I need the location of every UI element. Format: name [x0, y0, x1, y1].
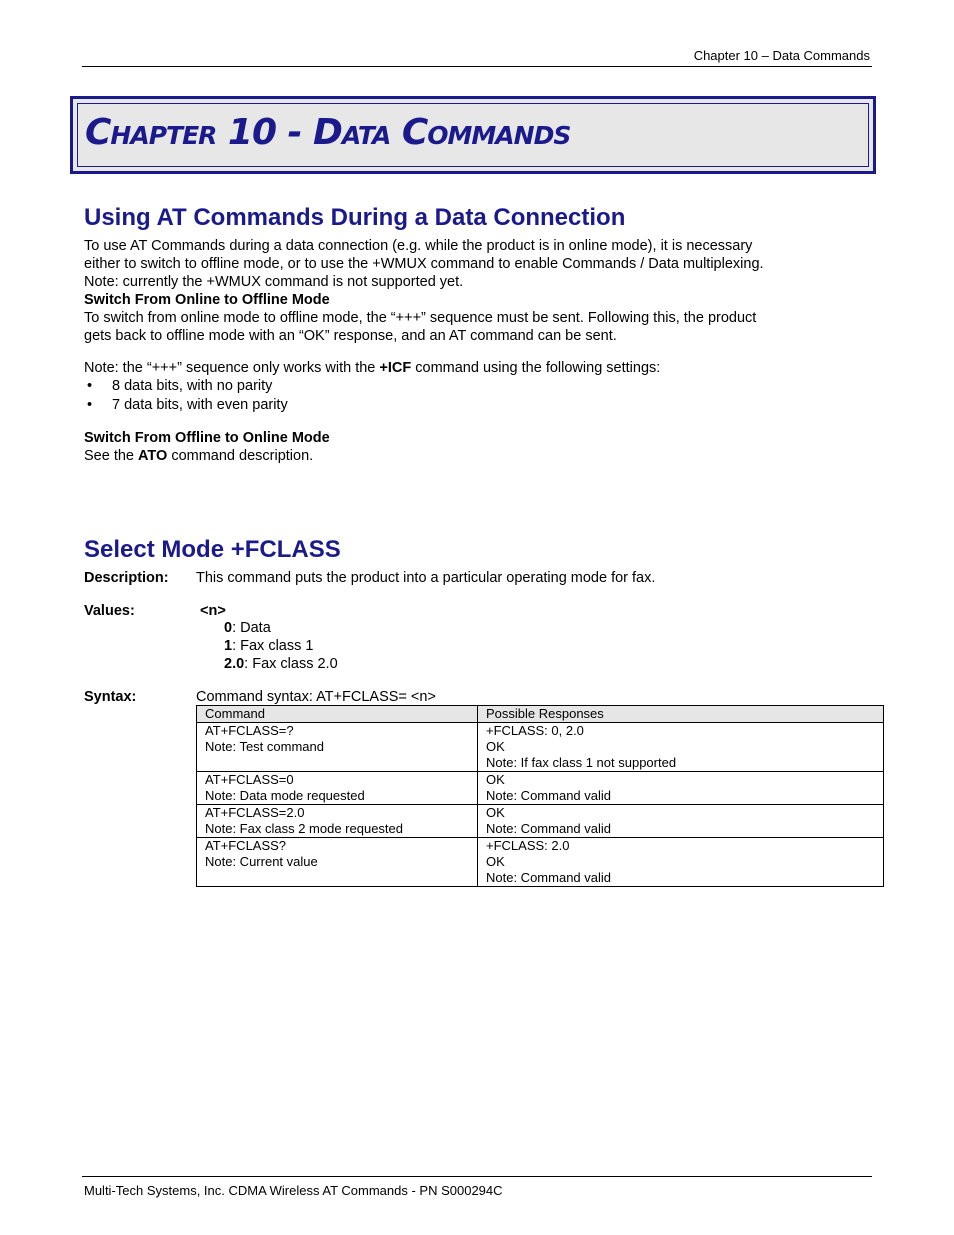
body-line: gets back to offline mode with an “OK” response, and an AT command can be sent. [84, 328, 617, 344]
table-cell-command [197, 723, 478, 772]
ato-suffix: command description. [167, 448, 314, 464]
table-cell-responses [478, 805, 884, 838]
description-label: Description: [84, 570, 169, 586]
cell-line: OK [486, 772, 505, 787]
cell-line: AT+FCLASS? [205, 838, 287, 853]
table-row [197, 805, 884, 838]
note-suffix: command using the following settings: [411, 360, 661, 376]
value-text: : Fax class 1 [232, 638, 314, 654]
body-line: To switch from online mode to offline mode, the “+++” sequence must be sent. Following this, the product [84, 310, 757, 326]
settings-bullet-list [84, 377, 288, 415]
cell-line: Note: Fax class 2 mode requested [205, 821, 403, 836]
intro-line: either to switch to offline mode, or to use the +WMUX command to enable Commands / Data multiplexing. [84, 256, 764, 272]
values-label: Values: [84, 603, 135, 619]
icf-note [84, 359, 844, 377]
intro-line: To use AT Commands during a data connection (e.g. while the product is in online mode), it is necessary [84, 238, 753, 254]
value-key: 2.0 [224, 656, 245, 672]
table-cell-responses [478, 723, 884, 772]
footer-rule [82, 1176, 872, 1177]
intro-line: Note: currently the +WMUX command is not supported yet. [84, 274, 464, 290]
syntax-label: Syntax: [84, 689, 137, 705]
cell-line: Note: If fax class 1 not supported [486, 755, 677, 770]
table-row [197, 772, 884, 805]
table-cell-command [197, 805, 478, 838]
table-cell-command [197, 772, 478, 805]
cell-line: OK [486, 805, 505, 820]
ato-reference [84, 447, 844, 465]
bullet-item: • 8 data bits, with no parity [84, 377, 288, 396]
command-table [196, 705, 884, 887]
cell-line: Note: Test command [205, 739, 324, 754]
cell-line: Note: Command valid [486, 870, 611, 885]
value-item [224, 655, 338, 673]
ato-command: ATO [138, 448, 168, 464]
cell-line: OK [486, 854, 505, 869]
ato-prefix: See the [84, 448, 139, 464]
table-cell-responses [478, 772, 884, 805]
subheading-offline-to-online: Switch From Offline to Online Mode [84, 430, 330, 446]
header-rule [82, 66, 872, 67]
syntax-text: Command syntax: AT+FCLASS= <n> [196, 689, 436, 705]
value-item [224, 637, 313, 655]
value-key: 0 [224, 620, 233, 636]
note-prefix: Note: the “+++” sequence only works with the [84, 360, 380, 376]
value-text: : Data [232, 620, 271, 636]
table-header-responses: Possible Responses [478, 706, 884, 723]
values-param: <n> [200, 603, 226, 619]
value-key: 1 [224, 638, 233, 654]
cell-line: Note: Data mode requested [205, 788, 365, 803]
bullet-item: • 7 data bits, with even parity [84, 396, 288, 415]
value-text: : Fax class 2.0 [244, 656, 338, 672]
table-cell-command [197, 838, 478, 887]
chapter-title: Chapter 10 - Data Commands [85, 112, 571, 153]
value-item [224, 619, 271, 637]
cell-line: OK [486, 739, 505, 754]
table-row [197, 723, 884, 772]
cell-line: Note: Command valid [486, 821, 611, 836]
table-cell-responses [478, 838, 884, 887]
cell-line: +FCLASS: 0, 2.0 [486, 723, 584, 738]
section-heading-fclass: Select Mode +FCLASS [84, 536, 341, 563]
cell-line: Note: Current value [205, 854, 318, 869]
footer-text: Multi-Tech Systems, Inc. CDMA Wireless AT Commands - PN S000294C [84, 1183, 503, 1198]
table-row [197, 838, 884, 887]
section-heading-at-commands: Using AT Commands During a Data Connection [84, 204, 626, 231]
table-header-command: Command [197, 706, 478, 723]
note-icf-command: +ICF [379, 360, 412, 376]
table-header-row [197, 706, 884, 723]
cell-line: AT+FCLASS=0 [205, 772, 294, 787]
description-text: This command puts the product into a particular operating mode for fax. [196, 570, 656, 586]
running-header: Chapter 10 – Data Commands [693, 48, 870, 63]
cell-line: AT+FCLASS=? [205, 723, 294, 738]
cell-line: Note: Command valid [486, 788, 611, 803]
cell-line: +FCLASS: 2.0 [486, 838, 570, 853]
subheading-online-to-offline: Switch From Online to Offline Mode [84, 292, 330, 308]
cell-line: AT+FCLASS=2.0 [205, 805, 305, 820]
chapter-title-box [70, 96, 876, 174]
